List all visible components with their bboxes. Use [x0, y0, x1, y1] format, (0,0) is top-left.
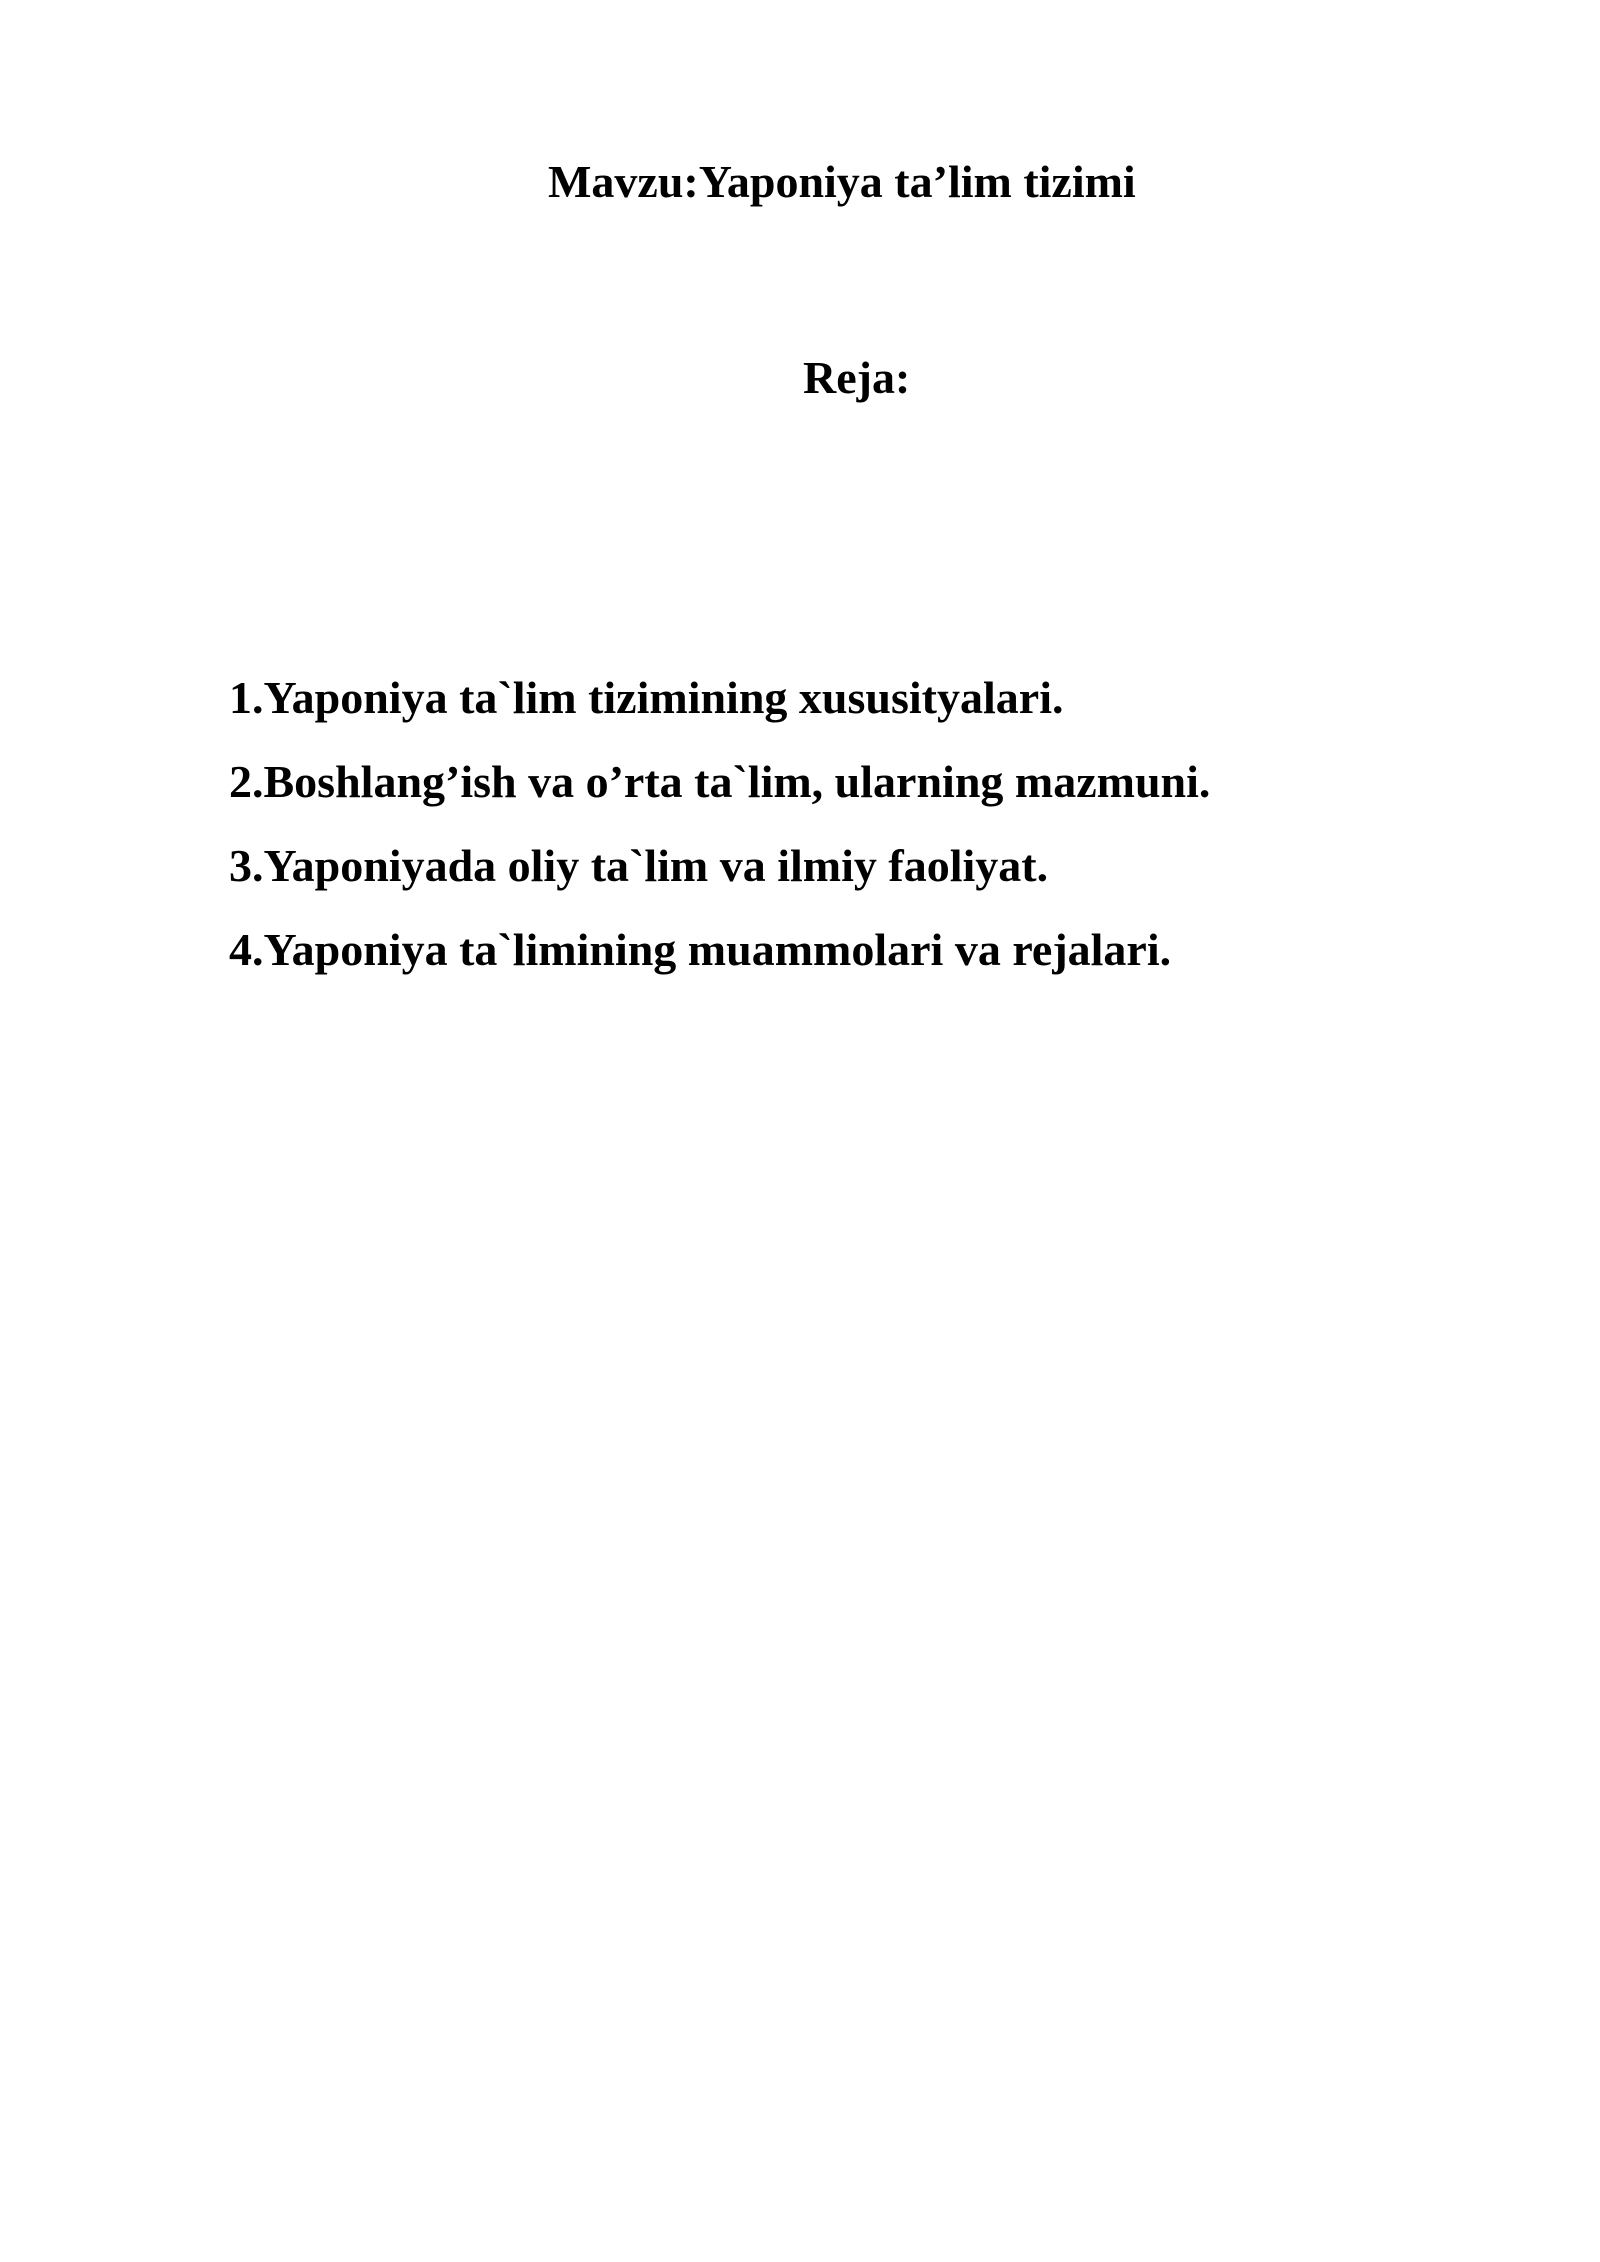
plan-heading: Reja:	[803, 352, 911, 403]
document-title: Mavzu:Yaponiya ta’lim tizimi	[548, 156, 1136, 207]
plan-item-1: 1.Yaponiya ta`lim tizimining xususityalari.	[229, 672, 1064, 723]
plan-item-3: 3.Yaponiyada oliy ta`lim va ilmiy faoliyat.	[229, 840, 1049, 891]
plan-item-4: 4.Yaponiya ta`limining muammolari va rejalari.	[229, 924, 1172, 975]
plan-item-2: 2.Boshlang’ish va o’rta ta`lim, ularning mazmuni.	[229, 756, 1211, 807]
plan-list	[229, 656, 1210, 992]
